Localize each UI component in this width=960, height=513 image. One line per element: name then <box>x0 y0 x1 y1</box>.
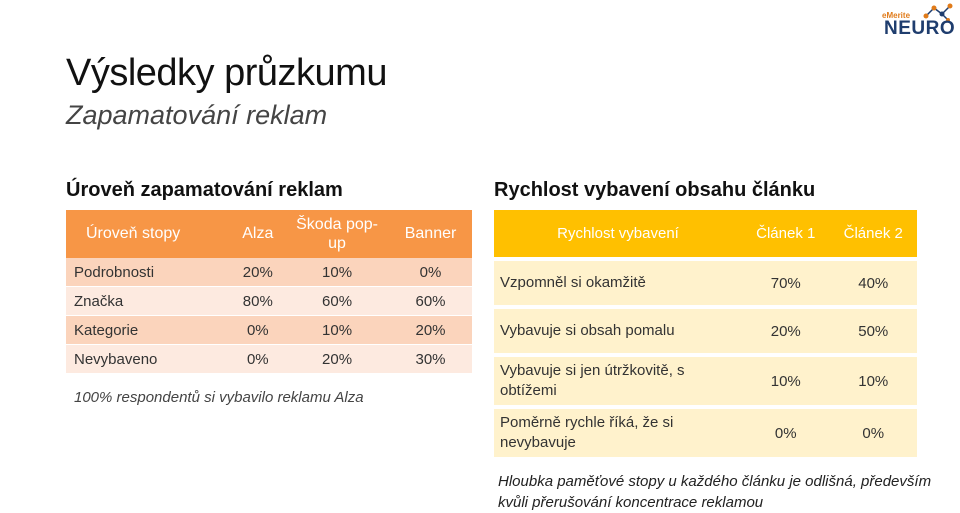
cell-value: 70% <box>742 259 830 307</box>
page-title: Výsledky průzkumu <box>66 52 387 94</box>
row-label: Vybavuje si jen útržkovitě, s obtížemi <box>494 355 742 407</box>
ad-recall-heading: Úroveň zapamatování reklam <box>66 179 343 201</box>
row-label: Vybavuje si obsah pomalu <box>494 307 742 355</box>
cell-value: 60% <box>285 287 389 316</box>
page-subtitle: Zapamatování reklam <box>66 100 328 130</box>
table-row <box>66 345 472 374</box>
cell-value: 10% <box>285 258 389 287</box>
column-header: Článek 2 <box>830 210 918 259</box>
cell-value: 20% <box>285 345 389 374</box>
ad-recall-table <box>66 210 472 374</box>
row-label: Značka <box>66 287 231 316</box>
cell-value: 0% <box>231 316 285 345</box>
column-header: Článek 1 <box>742 210 830 259</box>
cell-value: 50% <box>830 307 918 355</box>
logo-name: NEURO <box>884 18 956 39</box>
table-header-row <box>494 210 917 259</box>
row-label: Kategorie <box>66 316 231 345</box>
cell-value: 0% <box>830 407 918 459</box>
column-header: Škoda pop-up <box>285 210 389 258</box>
column-header: Úroveň stopy <box>66 210 231 258</box>
table-row <box>66 316 472 345</box>
cell-value: 20% <box>231 258 285 287</box>
recall-speed-heading: Rychlost vybavení obsahu článku <box>494 179 816 201</box>
table-row <box>494 355 917 407</box>
row-label: Podrobnosti <box>66 258 231 287</box>
ad-recall-note: 100% respondentů si vybavilo reklamu Alza <box>74 389 364 406</box>
table-row <box>494 259 917 307</box>
logo-brand: eMerite <box>882 11 911 20</box>
table-row <box>66 287 472 316</box>
table-row <box>66 258 472 287</box>
cell-value: 0% <box>742 407 830 459</box>
cell-value: 40% <box>830 259 918 307</box>
row-label: Poměrně rychle říká, že si nevybavuje <box>494 407 742 459</box>
cell-value: 20% <box>742 307 830 355</box>
cell-value: 0% <box>231 345 285 374</box>
table-row <box>494 407 917 459</box>
cell-value: 30% <box>389 345 472 374</box>
recall-speed-note: Hloubka paměťové stopy u každého článku je odlišná, především kvůli přerušování koncentrace reklamou <box>498 473 932 511</box>
cell-value: 10% <box>830 355 918 407</box>
cell-value: 0% <box>389 258 472 287</box>
cell-value: 20% <box>389 316 472 345</box>
recall-speed-table <box>494 210 917 461</box>
cell-value: 10% <box>742 355 830 407</box>
column-header: Alza <box>231 210 285 258</box>
cell-value: 60% <box>389 287 472 316</box>
cell-value: 10% <box>285 316 389 345</box>
emerite-neuro-logo <box>878 2 954 40</box>
row-label: Vzpomněl si okamžitě <box>494 259 742 307</box>
column-header: Banner <box>389 210 472 258</box>
column-header: Rychlost vybavení <box>494 210 742 259</box>
table-row <box>494 307 917 355</box>
table-header-row <box>66 210 472 258</box>
row-label: Nevybaveno <box>66 345 231 374</box>
cell-value: 80% <box>231 287 285 316</box>
